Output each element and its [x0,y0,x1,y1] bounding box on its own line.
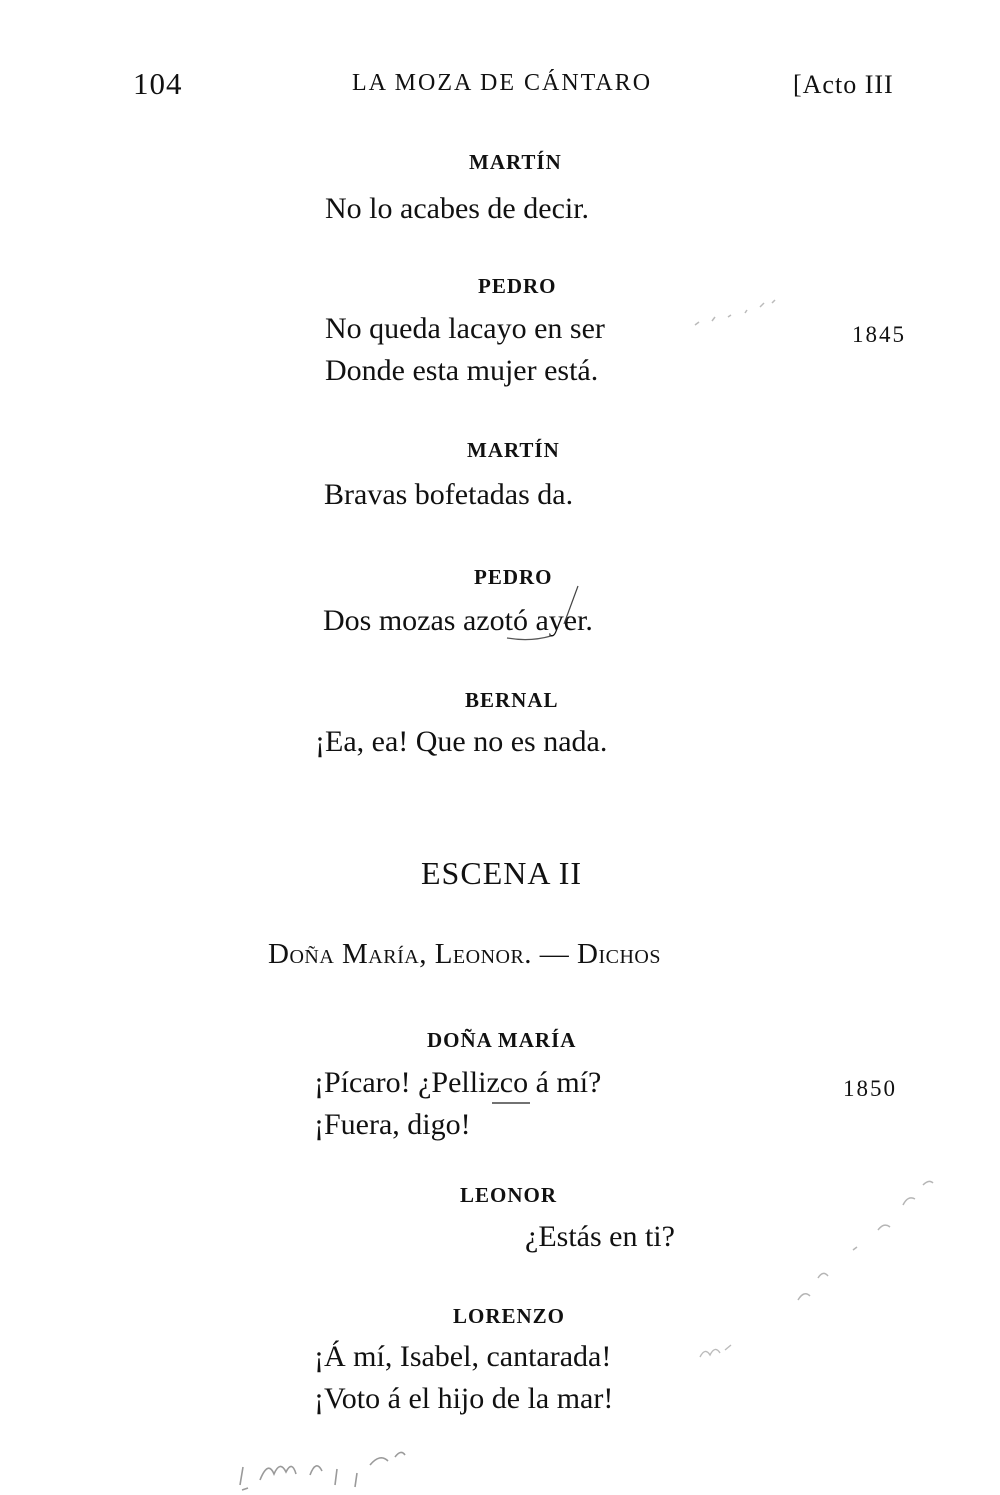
act-label: [Acto III [793,70,894,99]
verse-line: No queda lacayo en ser [325,312,605,345]
speaker-name: LEONOR [460,1183,558,1207]
verse-line: ¡Pícaro! ¿Pellizco á mí? [314,1066,602,1099]
speaker-name: DOÑA MARÍA [427,1028,577,1052]
verse-line: Bravas bofetadas da. [324,478,574,511]
pencil-marks [690,295,780,335]
verse-line: Dos mozas azotó ayer. [323,604,593,637]
scene-heading: ESCENA II [421,855,582,891]
speaker-name: LORENZO [453,1304,566,1328]
speaker-name: PEDRO [474,565,553,589]
pencil-marks [230,1435,420,1495]
speaker-name: BERNAL [465,688,559,712]
line-number: 1850 [843,1076,897,1101]
verse-line: ¡Á mí, Isabel, cantarada! [314,1340,612,1373]
verse-line: Donde esta mujer está. [325,354,599,387]
speaker-name: PEDRO [478,274,557,298]
line-number: 1845 [852,322,906,347]
verse-line: No lo acabes de decir. [325,192,590,225]
running-title: LA MOZA DE CÁNTARO [352,70,653,96]
pencil-marks [778,1160,948,1320]
speaker-name: MARTÍN [469,150,562,174]
page-number: 104 [133,66,183,101]
verse-line: ¡Fuera, digo! [314,1108,471,1141]
cast-list: Doña María, Leonor. — Dichos [268,938,661,970]
verse-line: ¿Estás en ti? [525,1220,675,1253]
verse-line: ¡Voto á el hijo de la mar! [314,1382,614,1415]
pencil-marks [695,1335,745,1365]
speaker-name: MARTÍN [467,438,560,462]
verse-line: ¡Ea, ea! Que no es nada. [315,725,608,758]
